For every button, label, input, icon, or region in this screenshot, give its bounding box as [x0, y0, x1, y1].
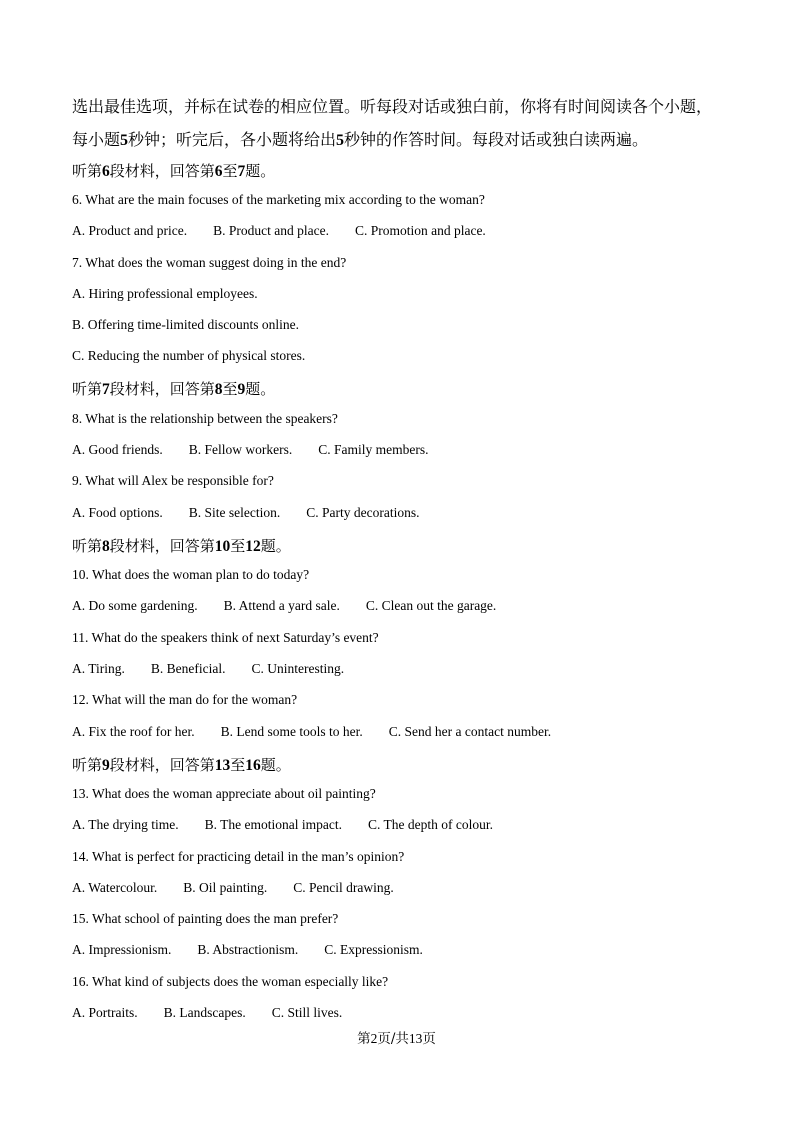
- option-b: B. Lend some tools to her.: [220, 724, 363, 739]
- question-8: 8. What is the relationship between the speakers?: [72, 411, 338, 426]
- option-b: B. Fellow workers.: [188, 442, 293, 457]
- option-c: C. Send her a contact number.: [388, 724, 552, 739]
- question-16: 16. What kind of subjects does the woman especially like?: [72, 974, 389, 989]
- option-c: C. Family members.: [318, 442, 429, 457]
- question-11: 11. What do the speakers think of next Saturday’s event?: [72, 630, 379, 645]
- option-b: B. Oil painting.: [183, 880, 268, 895]
- question-15: 15. What school of painting does the man prefer?: [72, 911, 339, 926]
- option-c: C. Promotion and place.: [354, 223, 486, 238]
- option-a: A. Watercolour.: [72, 880, 158, 895]
- option-c: C. Reducing the number of physical stores.: [72, 348, 306, 363]
- page-footer: 第2页/共13页: [357, 1031, 436, 1047]
- section-heading: 听第6段材料，回答第6至7题。: [72, 162, 276, 180]
- option-a: A. Tiring.: [72, 661, 125, 676]
- option-c: C. The depth of colour.: [367, 817, 493, 832]
- option-c: C. Uninteresting.: [251, 661, 345, 676]
- option-a: A. Hiring professional employees.: [72, 286, 258, 301]
- option-b: B. Beneficial.: [150, 661, 226, 676]
- options-row: [72, 1005, 368, 1021]
- instructions-line-2: [72, 127, 648, 150]
- instructions-line-1: [72, 94, 712, 117]
- option-c: C. Clean out the garage.: [365, 598, 497, 613]
- option-b: B. Abstractionism.: [197, 942, 299, 957]
- question-7: 7. What does the woman suggest doing in the end?: [72, 255, 347, 270]
- question-9: 9. What will Alex be responsible for?: [72, 473, 274, 488]
- options-row: [72, 223, 512, 239]
- options-row: [72, 598, 522, 614]
- options-row: [72, 817, 519, 833]
- option-b: B. Site selection.: [188, 505, 281, 520]
- option-c: C. Expressionism.: [324, 942, 423, 957]
- option-b: B. Product and place.: [213, 223, 329, 238]
- option-c: C. Party decorations.: [306, 505, 420, 520]
- option-a: A. Fix the roof for her.: [72, 724, 195, 739]
- question-13: 13. What does the woman appreciate about oil painting?: [72, 786, 376, 801]
- options-row: [72, 724, 577, 740]
- option-a: A. Portraits.: [72, 1005, 138, 1020]
- option-b: B. Offering time-limited discounts online.: [72, 317, 299, 332]
- option-a: A. Food options.: [72, 505, 163, 520]
- question-10: 10. What does the woman plan to do today?: [72, 567, 310, 582]
- option-c: C. Still lives.: [271, 1005, 343, 1020]
- option-b: B. Landscapes.: [163, 1005, 246, 1020]
- section-heading: 听第7段材料，回答第8至9题。: [72, 380, 276, 398]
- option-b: B. Attend a yard sale.: [223, 598, 340, 613]
- option-a: A. Good friends.: [72, 442, 163, 457]
- question-14: 14. What is perfect for practicing detail in the man’s opinion?: [72, 849, 405, 864]
- options-row: [72, 942, 449, 958]
- option-a: A. Product and price.: [72, 223, 188, 238]
- option-a: A. Impressionism.: [72, 942, 172, 957]
- options-row: [72, 442, 455, 458]
- question-12: 12. What will the man do for the woman?: [72, 692, 298, 707]
- section-heading: 听第8段材料，回答第10至12题。: [72, 537, 291, 555]
- section-heading: 听第9段材料，回答第13至16题。: [72, 756, 291, 774]
- options-row: [72, 505, 446, 521]
- instructions-number: 5: [336, 132, 345, 149]
- instructions-text: 秒钟；听完后，各小题将给出: [128, 130, 337, 149]
- option-a: A. Do some gardening.: [72, 598, 198, 613]
- options-row: [72, 880, 420, 896]
- option-c: C. Pencil drawing.: [293, 880, 394, 895]
- instructions-text: 每小题: [72, 130, 121, 149]
- instructions-text: 选出最佳选项，并标在试卷的相应位置。听每段对话或独白前，你将有时间阅读各个小题，: [72, 97, 713, 116]
- option-a: A. The drying time.: [72, 817, 179, 832]
- options-row: [72, 661, 370, 677]
- question-6: 6. What are the main focuses of the marketing mix according to the woman?: [72, 192, 485, 207]
- option-b: B. The emotional impact.: [204, 817, 342, 832]
- instructions-number: 5: [120, 132, 129, 149]
- instructions-text: 秒钟的作答时间。每段对话或独白读两遍。: [344, 130, 649, 149]
